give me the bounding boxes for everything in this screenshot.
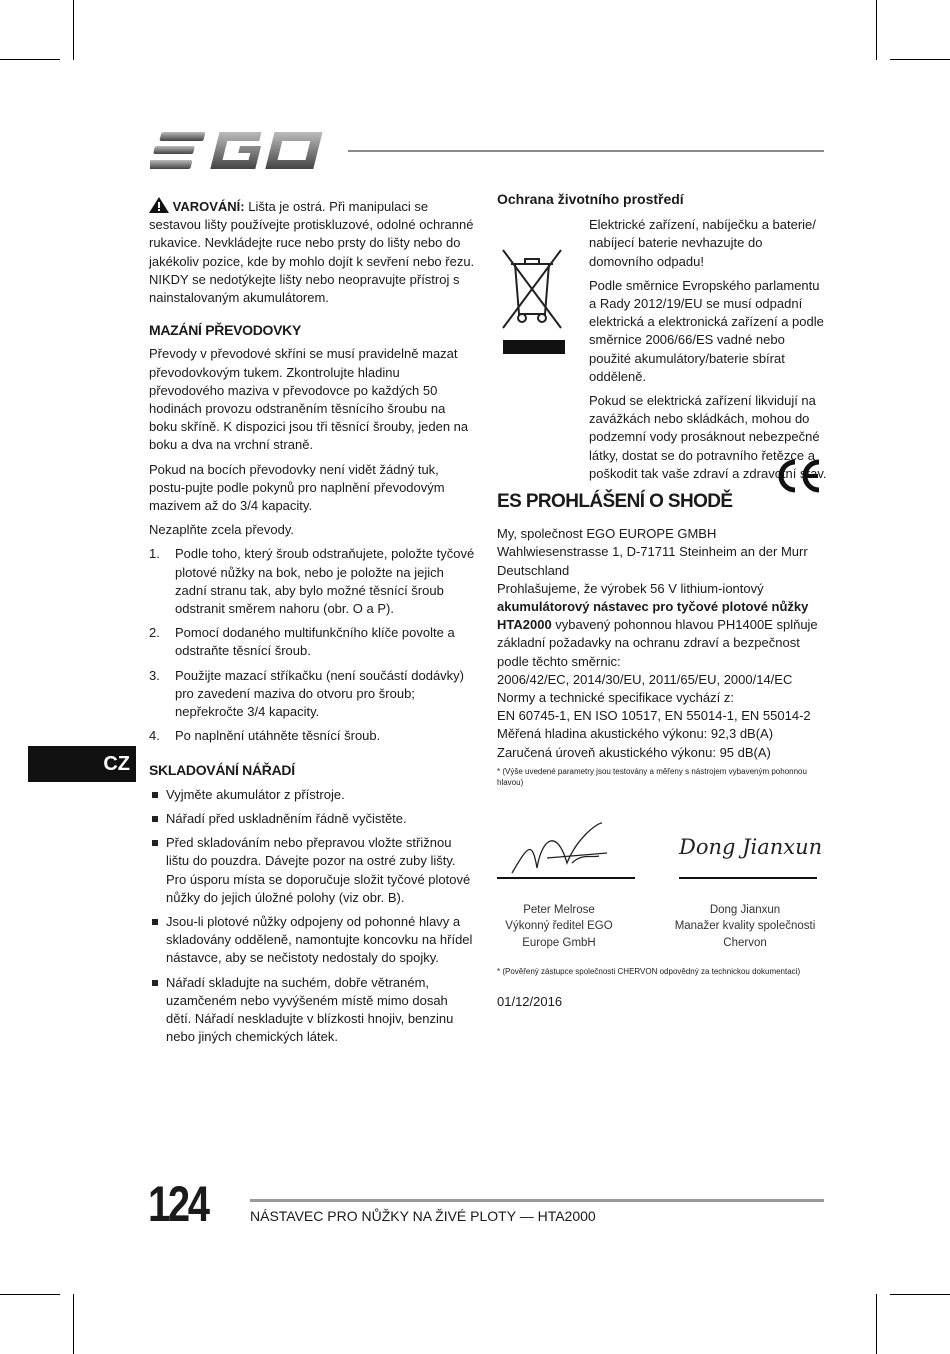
signatures xyxy=(497,818,827,988)
signature-line xyxy=(679,877,817,879)
crop-mark xyxy=(73,1294,74,1354)
crop-mark xyxy=(876,0,877,60)
list-item: 4. Po naplnění utáhněte těsnící šroub. xyxy=(149,728,381,744)
declaration-title: ES PROHLÁŠENÍ O SHODĚ xyxy=(497,491,733,513)
signature-dong: Dong Jianxun xyxy=(679,834,823,859)
footer-title: NÁSTAVEC PRO NŮŽKY NA ŽIVÉ PLOTY — HTA2000 xyxy=(250,1208,596,1224)
environment-title: Ochrana životního prostředí xyxy=(497,191,684,207)
signature-melrose xyxy=(507,818,617,878)
crossed-bin-icon xyxy=(497,246,567,356)
warning-text: Lišta je ostrá. Při manipulaci se sestavou lišty používejte protiskluzové, odolné ochranné rukavice. Nevkládejte ruce nebo prsty do lišty nebo do jakékoliv pozice, kde by mohlo dojít k sevření nebo řezu. NIKDY se nedotýkejte lišty nebo neopravujte přístroj s nainstalovaným akumulátorem. xyxy=(149,199,475,306)
lubrication-p3: Nezaplňte zcela převody. xyxy=(149,522,295,538)
list-item: 3. Použijte mazací stříkačku (není součástí dodávky) pro zavedení maziva do otvoru pro šroub; nepřekročte 3/4 kapacity. xyxy=(149,667,465,720)
declaration-body: My, společnost EGO EUROPE GMBH Wahlwiesenstrasse 1, D-71711 Steinheim an der Murr Deutschland Prohlašujeme, že výrobek 56 V lithium-iontový akumulátorový nástavec pro tyčové plotové nůžky HTA2000 vybavený pohonnou hlavou PH1400E splňuje základní požadavky na ochranu zdraví a bezpečnost podle těchto směrnic: 2006/42/EC, 2014/30/EU, 2011/65/EU, 2000/14/EC Normy a technické specifikace vychází z: EN 60745-1, EN ISO 10517, EN 55014-1, EN 55014-2 Měřená hladina akustického výkonu: 92,3 dB(A) Zaručená úroveň akustického výkonu: 95 dB(A) xyxy=(497,526,818,760)
storage-heading: SKLADOVÁNÍ NÁŘADÍ xyxy=(149,762,295,779)
model-number: HTA2000 xyxy=(497,617,552,633)
declaration-note: * (Výše uvedené parametry jsou testovány a měřeny s nástrojem vybaveným pohonnou hlavou) xyxy=(497,766,807,787)
environment-p1: Elektrické zařízení, nabíječku a baterie/ nabíjecí baterie nevhazujte do domovního odpadu! xyxy=(589,217,816,269)
crop-mark xyxy=(73,0,74,60)
signer-1: Peter Melrose Výkonný ředitel EGO Europe GmbH xyxy=(505,903,613,949)
crop-mark xyxy=(876,1294,877,1354)
lubrication-steps xyxy=(149,545,475,745)
product-name: akumulátorový nástavec pro tyčové plotové nůžky xyxy=(497,599,809,615)
footer-rule xyxy=(250,1199,824,1202)
crop-mark xyxy=(0,1294,60,1295)
list-item: 2. Pomocí dodaného multifunkčního klíče povolte a odstraňte těsnící šroub. xyxy=(149,625,455,659)
list-item: Před skladováním nebo přepravou vložte střižnou lištu do pouzdra. Dávejte pozor na ostré zuby lišty. Pro úsporu místa se doporučuje složit tyčové plotové nůžky do jejich úložné polohy (viz obr. B). xyxy=(149,834,475,907)
ego-logo xyxy=(150,130,330,172)
environment-p3: Pokud se elektrická zařízení likvidují na zavážkách nebo skládkách, mohou do podzemní vody prosáknout nebezpečné látky, dostat se do potravního řetězce a poškodit tak vaše zdraví a zdravotní stav. xyxy=(589,393,827,481)
lubrication-p2: Pokud na bocích převodovky není vidět žádný tuk, postu-pujte podle pokynů pro naplnění převodovým mazivem až do 3/4 kapacity. xyxy=(149,461,445,514)
right-column xyxy=(497,190,827,1011)
warning-triangle-icon xyxy=(149,197,169,213)
list-item: Nářadí před uskladněním řádně vyčistěte. xyxy=(149,810,475,828)
declaration-date: 01/12/2016 xyxy=(497,993,563,1009)
lubrication-heading: MAZÁNÍ PŘEVODOVKY xyxy=(149,322,302,339)
ce-mark-icon xyxy=(773,458,823,494)
list-item: Nářadí skladujte na suchém, dobře větraném, uzamčeném nebo vyvýšeném místě mimo dosah dětí. Nářadí neskladujte v blízkosti hnojiv, benzinu nebo jiných chemických látek. xyxy=(149,974,475,1047)
header-rule xyxy=(348,150,824,152)
crop-mark xyxy=(890,59,950,60)
environment-p2: Podle směrnice Evropského parlamentu a Rady 2012/19/EU se musí odpadní elektrická a elektronická zařízení a podle směrnice 2006/66/ES vadné nebo použité akumulátory/baterie sbírat odděleně. xyxy=(589,277,824,384)
warning-title: VAROVÁNÍ: xyxy=(172,199,245,214)
storage-list xyxy=(149,786,475,1047)
lubrication-p1: Převody v převodové skříni se musí pravidelně mazat převodovkovým tukem. Zkontrolujte hladinu převodového maziva v převodovce po každých 50 hodinách provozu odstraněním těsnícího šroubu na boku skříně. K dispozici jsou tři těsnící šrouby, jeden na boku a dva na vrchní straně. xyxy=(149,346,469,453)
page-number: 124 xyxy=(148,1176,208,1232)
crop-mark xyxy=(890,1294,950,1295)
list-item: Vyjměte akumulátor z přístroje. xyxy=(149,786,475,804)
list-item: 1. Podle toho, který šroub odstraňujete, položte tyčové plotové nůžky na bok, nebo je položte na jejich zadní stranu tak, aby bylo možné těsnící šroub odstranit směrem nahoru (obr. O a P). xyxy=(149,546,475,617)
list-item: Jsou-li plotové nůžky odpojeny od pohonné hlavy a skladovány odděleně, namontujte koncovku na hřídel nástavce, aby se nečistoty nedostaly do spojky. xyxy=(149,913,475,968)
signer-2: Dong Jianxun Manažer kvality společnosti Chervon xyxy=(674,903,816,949)
warning-paragraph xyxy=(149,197,475,307)
signature-line xyxy=(497,877,635,879)
declaration-note-2: * (Pověřený zástupce společnosti CHERVON odpovědný za technickou dokumentaci) xyxy=(497,966,801,976)
environment-block xyxy=(497,216,827,483)
crop-mark xyxy=(0,59,60,60)
left-column xyxy=(149,197,475,1052)
language-tab: CZ xyxy=(28,746,136,782)
